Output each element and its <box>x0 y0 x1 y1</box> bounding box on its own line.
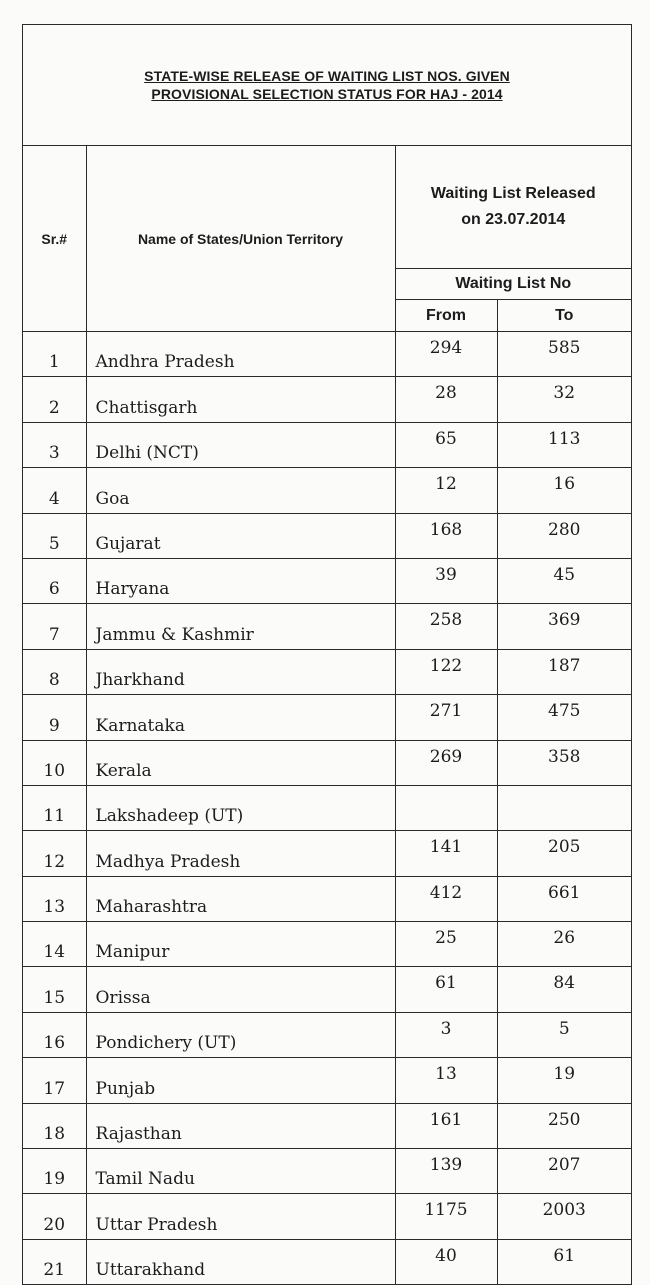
table-row <box>23 740 631 785</box>
row-state-name: Orissa <box>86 967 395 1012</box>
row-state-name: Madhya Pradesh <box>86 831 395 876</box>
row-from: 40 <box>395 1239 497 1284</box>
table-row <box>23 695 631 740</box>
row-from: 65 <box>395 422 497 467</box>
row-state-name: Rajasthan <box>86 1103 395 1148</box>
table-row <box>23 967 631 1012</box>
table-row <box>23 1149 631 1194</box>
row-sr: 4 <box>23 468 86 513</box>
row-state-name: Chattisgarh <box>86 377 395 422</box>
table-row <box>23 332 631 377</box>
row-sr: 20 <box>23 1194 86 1239</box>
table-row <box>23 377 631 422</box>
row-state-name: Haryana <box>86 558 395 603</box>
row-from: 1175 <box>395 1194 497 1239</box>
table-row <box>23 604 631 649</box>
row-sr: 16 <box>23 1012 86 1057</box>
document-sheet <box>22 24 632 1285</box>
table-body <box>23 332 631 1285</box>
row-state-name: Maharashtra <box>86 876 395 921</box>
title-line-1: STATE-WISE RELEASE OF WAITING LIST NOS. GIVEN <box>144 68 510 84</box>
row-sr: 10 <box>23 740 86 785</box>
row-state-name: Gujarat <box>86 513 395 558</box>
row-from: 61 <box>395 967 497 1012</box>
row-to: 207 <box>497 1149 631 1194</box>
row-state-name: Punjab <box>86 1058 395 1103</box>
row-from: 258 <box>395 604 497 649</box>
row-sr: 7 <box>23 604 86 649</box>
row-to: 250 <box>497 1103 631 1148</box>
row-to: 661 <box>497 876 631 921</box>
row-sr: 13 <box>23 876 86 921</box>
row-to <box>497 785 631 830</box>
row-state-name: Tamil Nadu <box>86 1149 395 1194</box>
table-row <box>23 513 631 558</box>
title-box <box>23 25 631 146</box>
table-row <box>23 422 631 467</box>
row-state-name: Pondichery (UT) <box>86 1012 395 1057</box>
row-from: 28 <box>395 377 497 422</box>
row-state-name: Uttarakhand <box>86 1239 395 1284</box>
table-row <box>23 922 631 967</box>
row-state-name: Kerala <box>86 740 395 785</box>
row-state-name: Uttar Pradesh <box>86 1194 395 1239</box>
row-from: 294 <box>395 332 497 377</box>
row-to: 45 <box>497 558 631 603</box>
header-released <box>395 146 631 269</box>
row-sr: 3 <box>23 422 86 467</box>
row-to: 16 <box>497 468 631 513</box>
table-row <box>23 876 631 921</box>
table-row <box>23 1239 631 1284</box>
row-state-name: Lakshadeep (UT) <box>86 785 395 830</box>
header-released-line-1: Waiting List Released <box>430 185 596 202</box>
row-to: 61 <box>497 1239 631 1284</box>
row-sr: 18 <box>23 1103 86 1148</box>
row-sr: 11 <box>23 785 86 830</box>
row-from: 39 <box>395 558 497 603</box>
table-row <box>23 1194 631 1239</box>
waiting-list-table <box>23 146 631 1284</box>
row-from: 271 <box>395 695 497 740</box>
row-to: 205 <box>497 831 631 876</box>
row-sr: 2 <box>23 377 86 422</box>
row-to: 26 <box>497 922 631 967</box>
row-to: 585 <box>497 332 631 377</box>
row-from: 269 <box>395 740 497 785</box>
table-row <box>23 558 631 603</box>
row-state-name: Karnataka <box>86 695 395 740</box>
row-to: 5 <box>497 1012 631 1057</box>
row-to: 369 <box>497 604 631 649</box>
row-from: 141 <box>395 831 497 876</box>
row-from: 161 <box>395 1103 497 1148</box>
row-sr: 5 <box>23 513 86 558</box>
row-from: 122 <box>395 649 497 694</box>
row-sr: 17 <box>23 1058 86 1103</box>
row-to: 19 <box>497 1058 631 1103</box>
table-row <box>23 649 631 694</box>
row-sr: 8 <box>23 649 86 694</box>
table-row <box>23 1103 631 1148</box>
row-state-name: Jammu & Kashmir <box>86 604 395 649</box>
row-from: 168 <box>395 513 497 558</box>
row-state-name: Goa <box>86 468 395 513</box>
row-sr: 1 <box>23 332 86 377</box>
header-released-line-2: on 23.07.2014 <box>461 211 566 228</box>
row-to: 113 <box>497 422 631 467</box>
row-from: 139 <box>395 1149 497 1194</box>
header-state-name: Name of States/Union Territory <box>86 146 395 332</box>
row-from: 412 <box>395 876 497 921</box>
header-waiting-list-no: Waiting List No <box>395 269 631 300</box>
row-to: 187 <box>497 649 631 694</box>
row-to: 280 <box>497 513 631 558</box>
row-to: 2003 <box>497 1194 631 1239</box>
row-to: 84 <box>497 967 631 1012</box>
row-sr: 19 <box>23 1149 86 1194</box>
row-sr: 21 <box>23 1239 86 1284</box>
row-sr: 15 <box>23 967 86 1012</box>
table-row <box>23 468 631 513</box>
row-sr: 9 <box>23 695 86 740</box>
title-line-2: PROVISIONAL SELECTION STATUS FOR HAJ - 2014 <box>151 86 503 102</box>
row-state-name: Jharkhand <box>86 649 395 694</box>
row-to: 358 <box>497 740 631 785</box>
table-row <box>23 1012 631 1057</box>
row-sr: 6 <box>23 558 86 603</box>
row-from: 25 <box>395 922 497 967</box>
row-from <box>395 785 497 830</box>
table-row <box>23 785 631 830</box>
row-to: 475 <box>497 695 631 740</box>
row-to: 32 <box>497 377 631 422</box>
table-row <box>23 831 631 876</box>
row-sr: 14 <box>23 922 86 967</box>
row-state-name: Manipur <box>86 922 395 967</box>
header-to: To <box>497 300 631 332</box>
table-row <box>23 1058 631 1103</box>
row-from: 3 <box>395 1012 497 1057</box>
header-sr: Sr.# <box>23 146 86 332</box>
row-state-name: Andhra Pradesh <box>86 332 395 377</box>
row-from: 12 <box>395 468 497 513</box>
row-from: 13 <box>395 1058 497 1103</box>
row-sr: 12 <box>23 831 86 876</box>
row-state-name: Delhi (NCT) <box>86 422 395 467</box>
header-from: From <box>395 300 497 332</box>
